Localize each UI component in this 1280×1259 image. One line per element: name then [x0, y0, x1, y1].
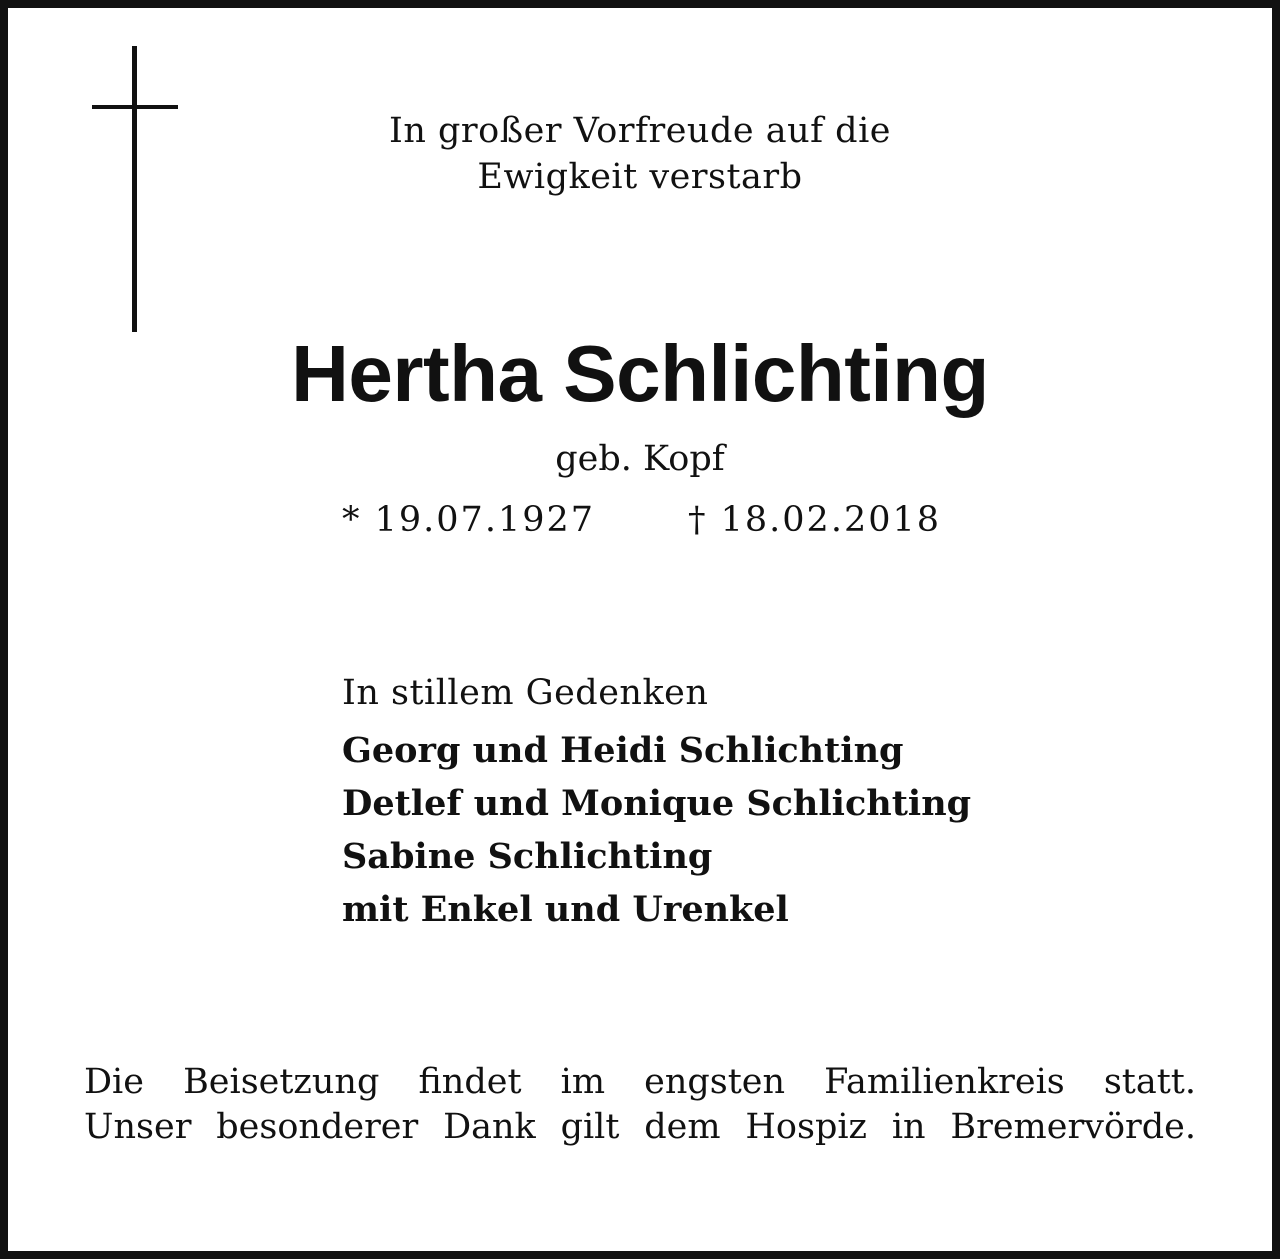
- intro-line-2: Ewigkeit verstarb: [477, 157, 803, 197]
- funeral-note: Die Beisetzung findet im engsten Familienkreis statt.: [84, 1062, 1196, 1102]
- birth-date: * 19.07.1927: [342, 500, 596, 540]
- deceased-name: Hertha Schlichting: [291, 329, 989, 418]
- maiden-name: geb. Kopf: [555, 439, 725, 479]
- death-date: † 18.02.2018: [688, 500, 942, 540]
- mourning-heading: In stillem Gedenken: [342, 673, 709, 713]
- thanks-note: Unser besonderer Dank gilt dem Hospiz in Bremervörde.: [84, 1107, 1196, 1147]
- mourner-line: mit Enkel und Urenkel: [342, 889, 789, 930]
- mourners-block: [342, 668, 971, 936]
- mourner-line: Detlef und Monique Schlichting: [342, 783, 972, 824]
- mourner-line: Georg und Heidi Schlichting: [342, 730, 904, 771]
- mourner-line: Sabine Schlichting: [342, 836, 713, 877]
- intro-line-1: In großer Vorfreude auf die: [389, 111, 891, 151]
